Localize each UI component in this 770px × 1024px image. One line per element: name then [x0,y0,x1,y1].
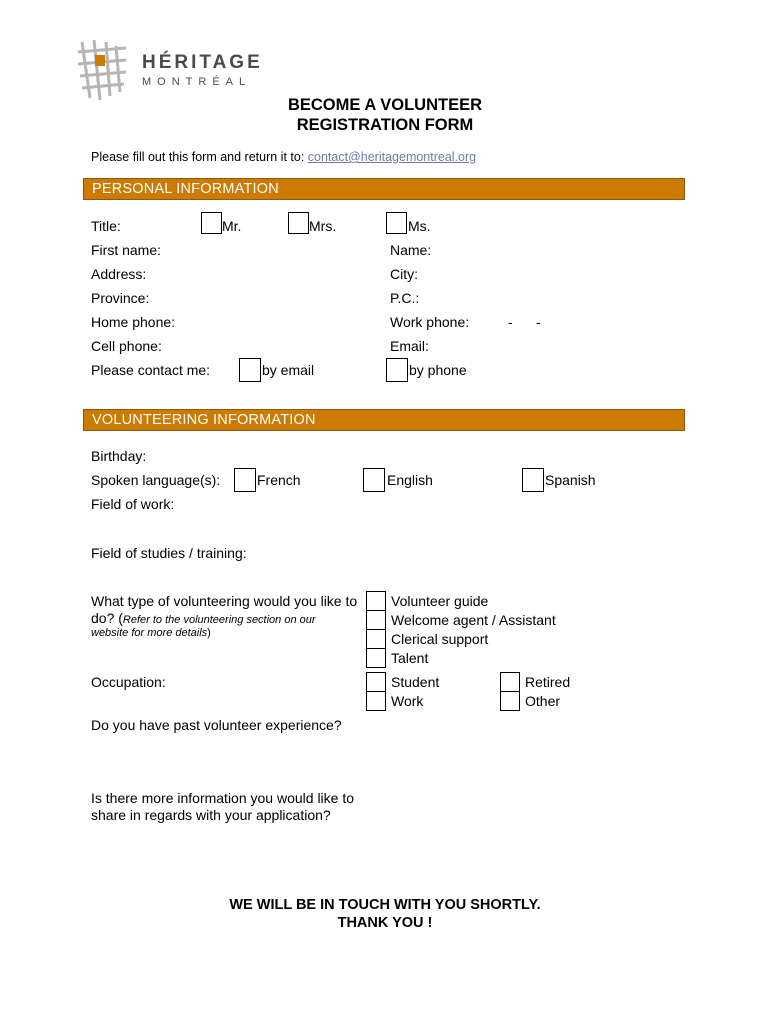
more-info-question-line1: Is there more information you would like to [91,790,355,806]
volunteer-type-note-close: ) [207,627,211,639]
language-spanish-checkbox[interactable] [522,468,544,492]
contact-by-phone-label: by phone [409,362,467,378]
title-mr-label: Mr. [222,218,242,234]
occupation-student-label: Student [391,674,440,690]
title-mrs-label: Mrs. [309,218,337,234]
occupation-label: Occupation: [91,674,166,690]
section-personal-title: PERSONAL INFORMATION [92,181,279,197]
work-phone-label: Work phone: [390,314,470,330]
language-english-label: English [387,472,433,488]
footer-line2: THANK YOU ! [337,915,433,931]
type-clerical-support-checkbox[interactable] [366,629,386,649]
field-of-studies-label: Field of studies / training: [91,545,247,561]
occupation-work-label: Work [391,693,424,709]
contact-email-link[interactable]: contact@heritagemontreal.org [307,150,477,164]
language-french-label: French [257,472,301,488]
more-info-question-line2: share in regards with your application? [91,807,331,823]
heritage-montreal-logo [76,38,128,102]
title-label: Title: [91,218,121,234]
brand-name: HÉRITAGE [142,52,263,73]
birthday-label: Birthday: [91,448,147,464]
title-ms-label: Ms. [408,218,431,234]
title-ms-checkbox[interactable] [386,212,407,234]
occupation-work-checkbox[interactable] [366,691,386,711]
language-french-checkbox[interactable] [234,468,256,492]
section-volunteering-header [83,409,685,431]
title-mrs-checkbox[interactable] [288,212,309,234]
logo-grid-icon [76,38,128,102]
name-label: Name: [390,242,432,258]
section-volunteering-title: VOLUNTEERING INFORMATION [92,412,316,428]
work-phone-separator: - - [508,314,541,330]
occupation-retired-label: Retired [525,674,571,690]
section-personal-header [83,178,685,200]
email-label: Email: [390,338,429,354]
province-label: Province: [91,290,150,306]
language-spanish-label: Spanish [545,472,596,488]
instructions [91,150,476,164]
type-talent-checkbox[interactable] [366,648,386,668]
cell-phone-label: Cell phone: [91,338,162,354]
form-title-line1: BECOME A VOLUNTEER [287,96,483,114]
occupation-other-checkbox[interactable] [500,691,520,711]
volunteer-type-note-line1: Refer to the volunteering section on our [122,614,316,626]
type-volunteer-guide-checkbox[interactable] [366,591,386,611]
contact-by-phone-checkbox[interactable] [386,358,408,382]
brand-city: MONTRÉAL [142,76,252,88]
type-volunteer-guide-label: Volunteer guide [391,593,489,609]
occupation-student-checkbox[interactable] [366,672,386,692]
field-of-work-label: Field of work: [91,496,175,512]
past-experience-question: Do you have past volunteer experience? [91,717,342,733]
type-welcome-agent-label: Welcome agent / Assistant [391,612,556,628]
footer-line1: WE WILL BE IN TOUCH WITH YOU SHORTLY. [229,897,541,913]
home-phone-label: Home phone: [91,314,176,330]
languages-label: Spoken language(s): [91,472,221,488]
instructions-text: Please fill out this form and return it to: [91,150,308,164]
contact-by-email-checkbox[interactable] [239,358,261,382]
form-title-line2: REGISTRATION FORM [296,116,474,134]
volunteer-type-question-prefix: do? ( [91,610,123,626]
postal-code-label: P.C.: [390,290,420,306]
volunteer-type-note-line2: website for more details [91,627,208,639]
address-label: Address: [91,266,147,282]
type-talent-label: Talent [391,650,429,666]
volunteer-type-note-line2-row [91,626,211,640]
occupation-retired-checkbox[interactable] [500,672,520,692]
title-mr-checkbox[interactable] [201,212,222,234]
city-label: City: [390,266,418,282]
language-english-checkbox[interactable] [363,468,385,492]
volunteer-type-question-line1: What type of volunteering would you like to [91,593,358,609]
type-clerical-support-label: Clerical support [391,631,489,647]
type-welcome-agent-checkbox[interactable] [366,610,386,630]
contact-by-email-label: by email [262,362,315,378]
contact-preference-label: Please contact me: [91,362,211,378]
first-name-label: First name: [91,242,162,258]
occupation-other-label: Other [525,693,561,709]
